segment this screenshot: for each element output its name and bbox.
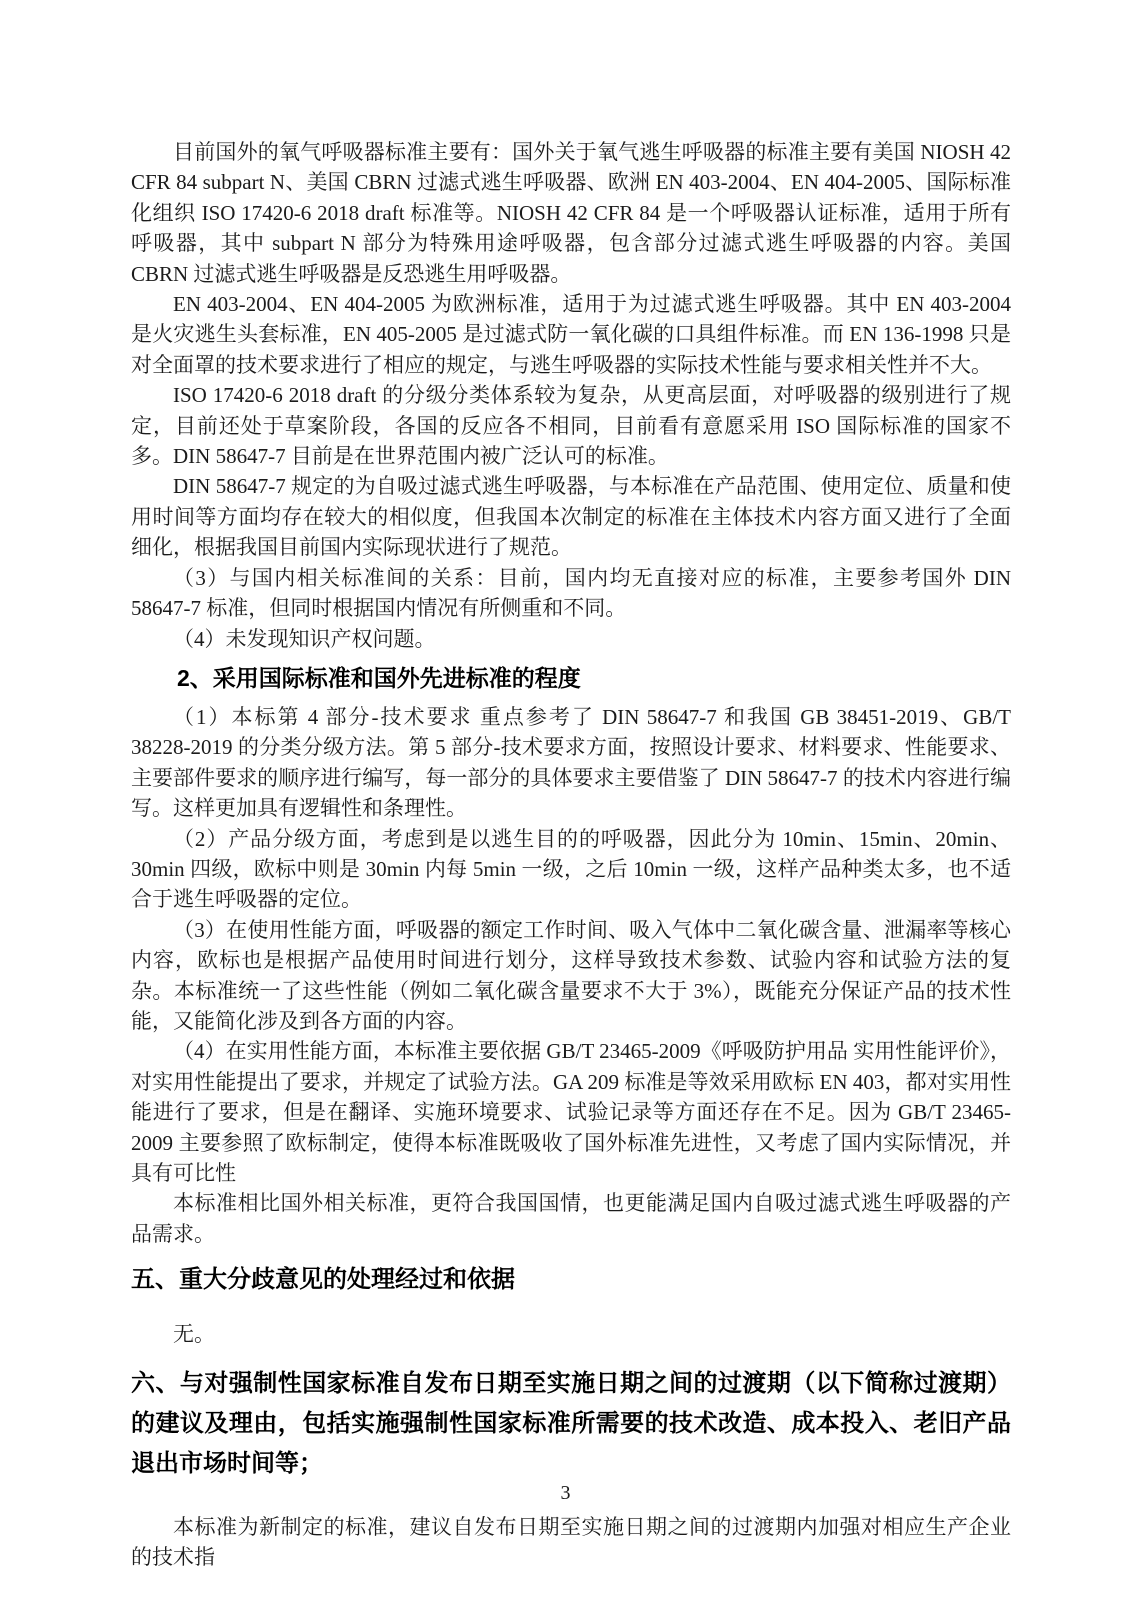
paragraph-item4-ipr: （4）未发现知识产权问题。 (173, 626, 436, 651)
paragraph-din-58647: DIN 58647-7 规定的为自吸过滤式逃生呼吸器，与本标准在产品范围、使用定位、质量和使用时间等方面均存在较大的相似度，但我国本次制定的标准在主体技术内容方面又进行了全面细化，根据我国目前国内实际现状进行了规范。 (131, 474, 1011, 560)
paragraph-en-standards: EN 403-2004、EN 404-2005 为欧洲标准，适用于为过滤式逃生呼吸器。其中 EN 403-2004 是火灾逃生头套标准，EN 405-2005 是过滤式防一氧化碳的口具组件标准。而 EN 136-1998 只是对全面罩的技术要求进行了相应的规定，与逃生呼吸器的实际技术性能与要求相关性并不大。 (131, 292, 1011, 377)
paragraph-transition-recommendation: 本标准为新制定的标准，建议自发布日期至实施日期之间的过渡期内加强对相应生产企业的技术指 (131, 1514, 1011, 1570)
page-number: 3 (560, 1482, 571, 1504)
paragraph-item3-domestic-relation: （3）与国内相关标准间的关系：目前，国内均无直接对应的标准，主要参考国外 DIN 58647-7 标准，但同时根据国内情况有所侧重和不同。 (131, 565, 1011, 621)
document-text-block (131, 137, 1011, 1572)
paragraph-adoption-1: （1）本标第 4 部分-技术要求 重点参考了 DIN 58647-7 和我国 GB 38451-2019、GB/T 38228-2019 的分类分级方法。第 5 部分-技术要求方面，按照设计要求、材料要求、性能要求、主要部件要求的顺序进行编写，每一部分的具体要求主要借鉴了 DIN 58647-7 的技术内容进行编写。这样更加具有逻辑性和条理性。 (131, 704, 1011, 821)
paragraph-adoption-2: （2）产品分级方面，考虑到是以逃生目的的呼吸器，因此分为 10min、15min、20min、30min 四级，欧标中则是 30min 内每 5min 一级，之后 10min 一级，这样产品种类太多，也不适合于逃生呼吸器的定位。 (131, 826, 1011, 912)
paragraph-adoption-4: （4）在实用性能方面，本标准主要依据 GB/T 23465-2009《呼吸防护用品 实用性能评价》，对实用性能提出了要求，并规定了试验方法。GA 209 标准是等效采用欧标 EN 403，都对实用性能进行了要求，但是在翻译、实施环境要求、试验记录等方面还存在不足。因为 GB/T 23465-2009 主要参照了欧标制定，使得本标准既吸收了国外标准先进性，又考虑了国内实际情况，并具有可比性 (131, 1039, 1011, 1185)
heading-section-six-transition-period: 六、与对强制性国家标准自发布日期至实施日期之间的过渡期（以下简称过渡期）的建议及理由，包括实施强制性国家标准所需要的技术改造、成本投入、老旧产品退出市场时间等； (131, 1369, 1011, 1477)
paragraph-foreign-standards-overview: 目前国外的氧气呼吸器标准主要有：国外关于氧气逃生呼吸器的标准主要有美国 NIOSH 42 CFR 84 subpart N、美国 CBRN 过滤式逃生呼吸器、欧洲 EN 403-2004、EN 404-2005、国际标准化组织 ISO 17420-6 2018 draft 标准等。NIOSH 42 CFR 84 是一个呼吸器认证标准，适用于所有呼吸器，其中 subpart N 部分为特殊用途呼吸器，包含部分过滤式逃生呼吸器的内容。美国 CBRN 过滤式逃生呼吸器是反恐逃生用呼吸器。 (131, 140, 1011, 286)
paragraph-adoption-3: （3）在使用性能方面，呼吸器的额定工作时间、吸入气体中二氧化碳含量、泄漏率等核心内容，欧标也是根据产品使用时间进行划分，这样导致技术参数、试验内容和试验方法的复杂。本标准统一了这些性能（例如二氧化碳含量要求不大于 3%），既能充分保证产品的技术性能，又能简化涉及到各方面的内容。 (131, 917, 1011, 1033)
heading-section-five-disagreements: 五、重大分歧意见的处理经过和依据 (131, 1266, 515, 1294)
paragraph-summary-comparison: 本标准相比国外相关标准，更符合我国国情，也更能满足国内自吸过滤式逃生呼吸器的产品需求。 (131, 1191, 1011, 1246)
paragraph-none: 无。 (173, 1322, 215, 1347)
heading-adoption-of-international-standards: 2、采用国际标准和国外先进标准的程度 (177, 664, 581, 691)
paragraph-iso-draft: ISO 17420-6 2018 draft 的分级分类体系较为复杂，从更高层面，对呼吸器的级别进行了规定，目前还处于草案阶段，各国的反应各不相同，目前看有意愿采用 ISO 国际标准的国家不多。DIN 58647-7 目前是在世界范围内被广泛认可的标准。 (131, 383, 1011, 469)
